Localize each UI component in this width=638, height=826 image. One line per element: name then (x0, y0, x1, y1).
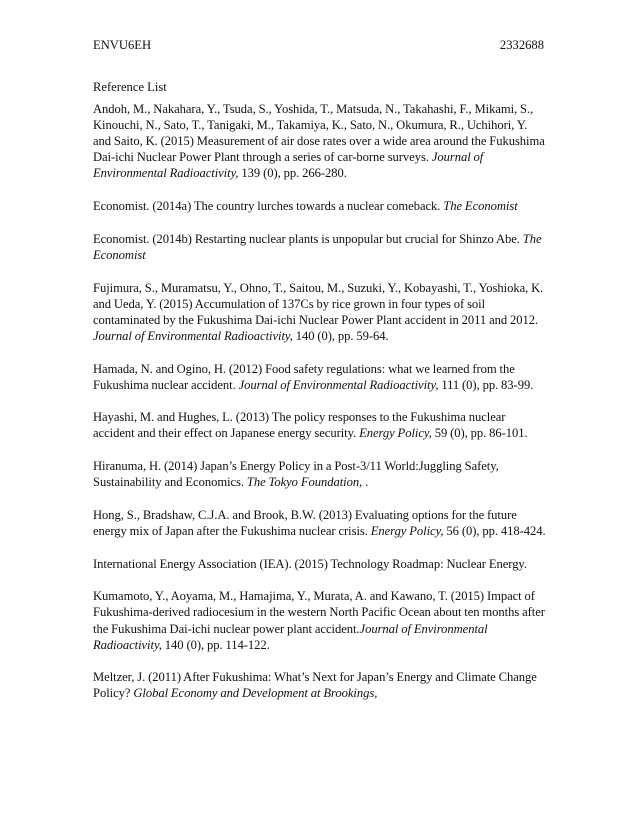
reference-entry: Hamada, N. and Ogino, H. (2012) Food safety regulations: what we learned from the Fukushima nuclear accident. Journal of Environmental Radioactivity, 111 (0), pp. 83-99. (93, 361, 534, 392)
header-student-id: 2332688 (499, 38, 544, 52)
reference-entry: International Energy Association (IEA). (2015) Technology Roadmap: Nuclear Energy. (93, 556, 527, 571)
page-title: Reference List (93, 80, 167, 94)
reference-entry: Andoh, M., Nakahara, Y., Tsuda, S., Yoshida, T., Matsuda, N., Takahashi, F., Mikami, S., Kinouchi, N., Sato, T., Tanigaki, M., Takamiya, K., Sato, N., Okumura, R., Uchihori, Y. and Saito, K. (2015) Measurement of air dose rates over a wide area around the Fukushima Dai-ichi Nuclear Power Plant through a series of car-borne surveys. Journal of Environmental Radioactivity, 139 (0), pp. 266-280. (93, 102, 545, 181)
reference-entry: Meltzer, J. (2011) After Fukushima: What’s Next for Japan’s Energy and Climate Change Policy? Global Economy and Development at Brookings, (93, 670, 537, 701)
reference-entry: Kumamoto, Y., Aoyama, M., Hamajima, Y., Murata, A. and Kawano, T. (2015) Impact of Fukushima-derived radiocesium in the western North Pacific Ocean about ten months after the Fukushima Dai-ichi nuclear power plant accident.Journal of Environmental Radioactivity, 140 (0), pp. 114-122. (93, 589, 545, 652)
reference-entry: Fujimura, S., Muramatsu, Y., Ohno, T., Saitou, M., Suzuki, Y., Kobayashi, T., Yoshioka, K. and Ueda, Y. (2015) Accumulation of 137Cs by rice grown in four types of soil contaminated by the Fukushima Dai-ichi Nuclear Power Plant accident in 2011 and 2012. Journal of Environmental Radioactivity, 140 (0), pp. 59-64. (93, 280, 544, 343)
reference-list (93, 101, 546, 718)
header-course-code: ENVU6EH (93, 38, 152, 52)
reference-entry: Economist. (2014a) The country lurches towards a nuclear comeback. The Economist (93, 199, 518, 214)
reference-entry: Hayashi, M. and Hughes, L. (2013) The policy responses to the Fukushima nuclear accident and their effect on Japanese energy security. Energy Policy, 59 (0), pp. 86-101. (93, 410, 528, 441)
reference-entry: Hong, S., Bradshaw, C.J.A. and Brook, B.W. (2013) Evaluating options for the future energy mix of Japan after the Fukushima nuclear crisis. Energy Policy, 56 (0), pp. 418-424. (93, 507, 546, 538)
reference-entry: Hiranuma, H. (2014) Japan’s Energy Policy in a Post-3/11 World:Juggling Safety, Sustainability and Economics. The Tokyo Foundation, . (93, 459, 499, 490)
reference-entry: Economist. (2014b) Restarting nuclear plants is unpopular but crucial for Shinzo Abe. The Economist (93, 231, 542, 262)
